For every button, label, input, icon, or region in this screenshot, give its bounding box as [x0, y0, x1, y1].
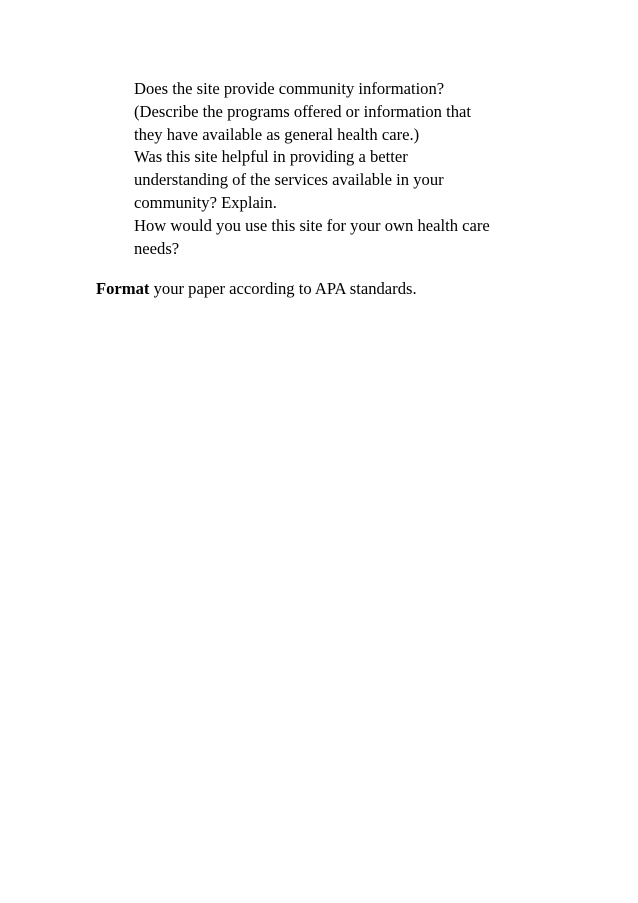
question-line: they have available as general health care.) [134, 124, 420, 144]
question-line: Does the site provide community information? [134, 79, 445, 98]
question-line: community? Explain. [134, 192, 277, 212]
question-line: How would you use this site for your own health care [134, 215, 490, 235]
format-instruction [96, 278, 417, 301]
format-instruction-text: your paper according to APA standards. [149, 279, 417, 298]
question-list [134, 78, 594, 260]
question-line: Was this site helpful in providing a better [134, 147, 408, 167]
question-line: understanding of the services available in your [134, 170, 444, 190]
question-line: needs? [134, 238, 180, 258]
format-bold-word: Format [96, 279, 150, 298]
question-line: (Describe the programs offered or information that [134, 101, 471, 121]
